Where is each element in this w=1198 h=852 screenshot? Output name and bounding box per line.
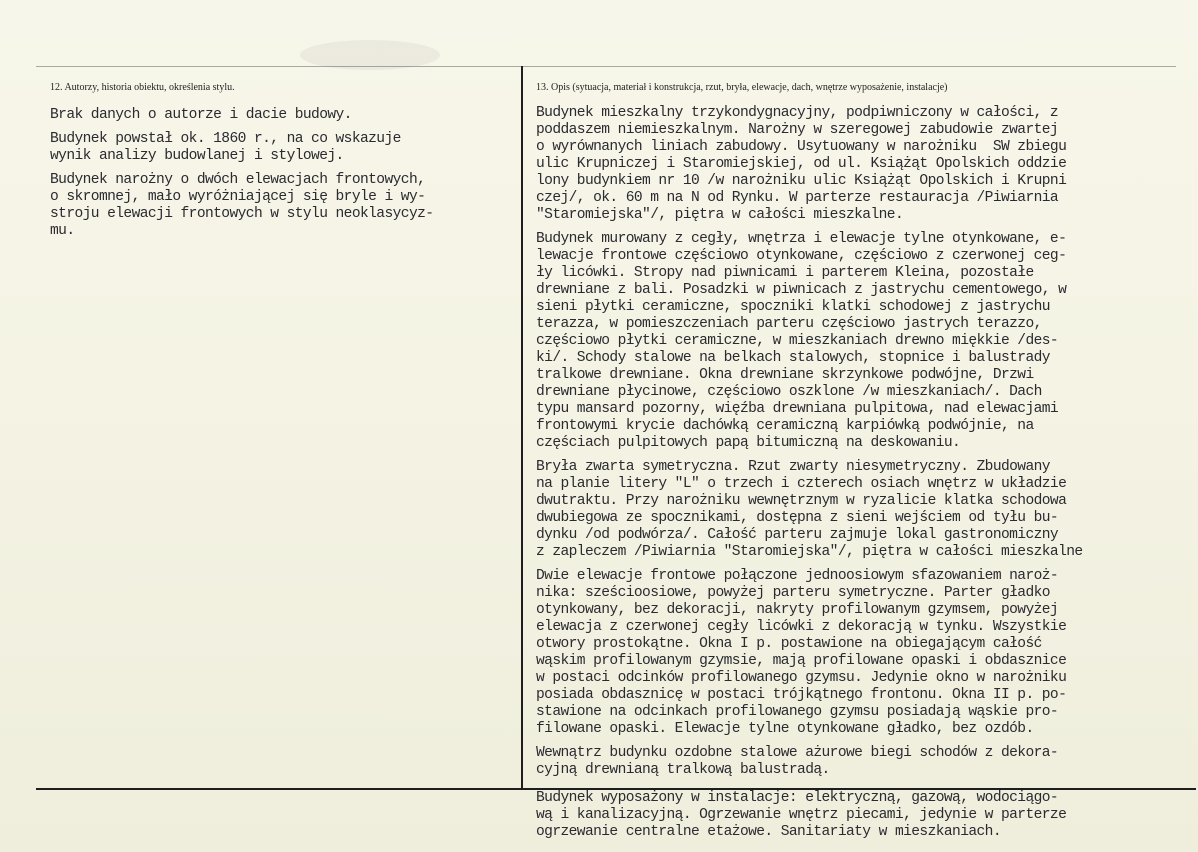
- text-line: ogrzewanie centralne etażowe. Sanitariaty w mieszkaniach.: [536, 824, 1001, 840]
- paragraph: [50, 172, 520, 240]
- text-line: w postaci odcinków profilowanego gzymsu. Jedynie okno w narożniku: [536, 670, 1067, 686]
- text-line: drewniane płycinowe, częściowo oszklone /w mieszkaniach/. Dach: [536, 384, 1042, 400]
- text-line: otynkowany, bez dekoracji, nakryty profilowanym gzymsem, powyżej: [536, 602, 1059, 618]
- text-line: ki/. Schody stalowe na belkach stalowych, stopnice i balustrady: [536, 350, 1050, 366]
- text-line: wąskim profilowanym gzymsie, mają profilowane opaski i obdasznice: [536, 653, 1067, 669]
- text-line: lony budynkiem nr 10 /w narożniku ulic Książąt Opolskich i Krupni: [536, 173, 1067, 189]
- text-line: otwory prostokątne. Okna I p. postawione na obiegającym całość: [536, 636, 1042, 652]
- section-12-body: [50, 107, 520, 247]
- text-line: Budynek mieszkalny trzykondygnacyjny, podpiwniczony w całości, z: [536, 105, 1059, 121]
- text-line: wynik analizy budowlanej i stylowej.: [50, 148, 344, 164]
- paragraph: [50, 107, 520, 124]
- text-line: ulic Krupniczej i Staromiejskiej, od ul. Książąt Opolskich oddzie: [536, 156, 1067, 172]
- paragraph: [50, 131, 520, 165]
- paragraph: [536, 105, 1188, 224]
- text-line: na planie litery "L" o trzech i czterech osiach wnętrz w układzie: [536, 476, 1067, 492]
- text-line: Budynek murowany z cegły, wnętrza i elewacje tylne otynkowane, e-: [536, 231, 1067, 247]
- column-divider: [521, 66, 523, 788]
- text-line: frontowymi krycie dachówką ceramiczną karpiówką podwójnie, na: [536, 418, 1034, 434]
- text-line: Brak danych o autorze i dacie budowy.: [50, 107, 352, 123]
- text-line: o wyrównanych liniach zabudowy. Usytuowany w narożniku SW zbiegu: [536, 139, 1067, 155]
- text-line: cyjną drewnianą tralkową balustradą.: [536, 762, 830, 778]
- section-13-header: 13. Opis (sytuacja, materiał i konstrukcja, rzut, bryła, elewacje, dach, wnętrze wyposażenie, instalacje): [536, 82, 948, 93]
- text-line: czej/, ok. 60 m na N od Rynku. W parterze restauracja /Piwiarnia: [536, 190, 1059, 206]
- text-line: z zapleczem /Piwiarnia "Staromiejska"/, piętra w całości mieszkalne: [536, 544, 1083, 560]
- top-rule: [36, 66, 1176, 67]
- text-line: sieni płytki ceramiczne, spoczniki klatki schodowej z jastrychu: [536, 299, 1050, 315]
- text-line: tralkowe drewniane. Okna drewniane skrzynkowe podwójne, Drzwi: [536, 367, 1034, 383]
- text-line: ły licówki. Stropy nad piwnicami i parterem Kleina, pozostałe: [536, 265, 1034, 281]
- paragraph: [536, 459, 1188, 561]
- text-line: filowane opaski. Elewacje tylne otynkowane gładko, bez ozdób.: [536, 721, 1034, 737]
- text-line: częściowo płytki ceramiczne, w mieszkaniach drewno miękkie /des-: [536, 333, 1059, 349]
- text-line: Budynek wyposażony w instalacje: elektryczną, gazową, wodociągo-: [536, 790, 1059, 806]
- paragraph: [536, 231, 1188, 452]
- text-line: terazza, w pomieszczeniach parteru częściowo jastrych terazzo,: [536, 316, 1042, 332]
- text-line: stawione na odcinkach profilowanego gzymsu posiadają wąskie pro-: [536, 704, 1059, 720]
- section-12-header: 12. Autorzy, historia obiektu, określenia stylu.: [50, 82, 235, 93]
- text-line: posiada obdasznicę w postaci trójkątnego frontonu. Okna II p. po-: [536, 687, 1067, 703]
- text-line: Budynek powstał ok. 1860 r., na co wskazuje: [50, 131, 401, 147]
- text-line: wą i kanalizacyjną. Ogrzewanie wnętrz piecami, jedynie w parterze: [536, 807, 1067, 823]
- section-13-body: [536, 105, 1188, 786]
- text-line: dynku /od podwórza/. Całość parteru zajmuje lokal gastronomiczny: [536, 527, 1059, 543]
- text-line: dwutraktu. Przy narożniku wewnętrznym w ryzalicie klatka schodowa: [536, 493, 1067, 509]
- text-line: Dwie elewacje frontowe połączone jednoosiowym sfazowaniem naroż-: [536, 568, 1059, 584]
- text-line: o skromnej, mało wyróżniającej się bryle i wy-: [50, 189, 426, 205]
- text-line: lewacje frontowe częściowo otynkowane, częściowo z czerwonej ceg-: [536, 248, 1067, 264]
- text-line: dwubiegowa ze spocznikami, dostępna z sieni wejściem od tyłu bu-: [536, 510, 1059, 526]
- text-line: częściach pulpitowych papą bitumiczną na deskowaniu.: [536, 435, 961, 451]
- text-line: Bryła zwarta symetryczna. Rzut zwarty niesymetryczny. Zbudowany: [536, 459, 1050, 475]
- text-line: drewniane z bali. Posadzki w piwnicach z jastrychu cementowego, w: [536, 282, 1067, 298]
- text-line: poddaszem niemieszkalnym. Narożny w szeregowej zabudowie zwartej: [536, 122, 1059, 138]
- text-line: "Staromiejska"/, piętra w całości mieszkalne.: [536, 207, 904, 223]
- installations-paragraph: [536, 790, 1066, 841]
- paragraph: [536, 745, 1188, 779]
- text-line: Budynek narożny o dwóch elewacjach frontowych,: [50, 172, 426, 188]
- text-line: Wewnątrz budynku ozdobne stalowe ażurowe biegi schodów z dekora-: [536, 745, 1059, 761]
- text-line: typu mansard pozorny, więźba drewniana pulpitowa, nad elewacjami: [536, 401, 1059, 417]
- text-line: mu.: [50, 223, 75, 239]
- paragraph: [536, 568, 1188, 738]
- text-line: nika: sześcioosiowe, powyżej parteru symetryczne. Parter gładko: [536, 585, 1050, 601]
- text-line: stroju elewacji frontowych w stylu neoklasycyz-: [50, 206, 434, 222]
- text-line: elewacja z czerwonej cegły licówki z dekoracją w tynku. Wszystkie: [536, 619, 1067, 635]
